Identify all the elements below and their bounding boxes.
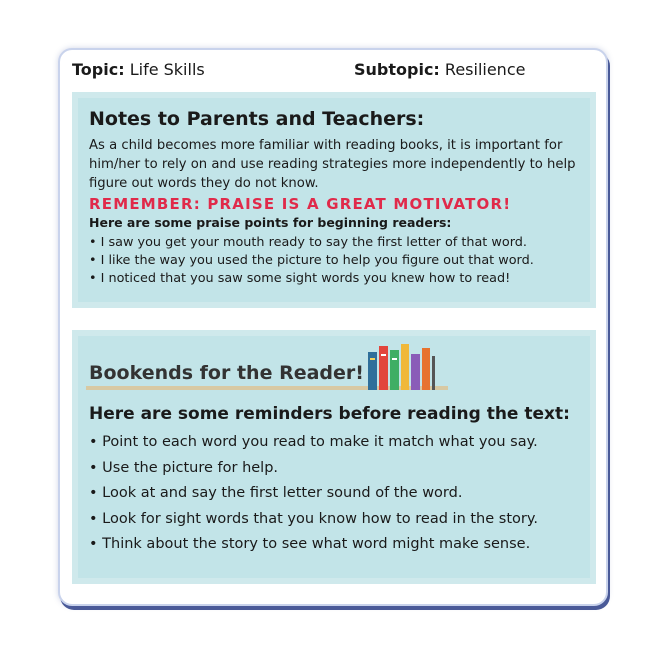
reminder-item: • Use the picture for help. — [89, 459, 279, 476]
reminders-list — [89, 430, 538, 558]
topic-label: Topic: — [72, 60, 125, 79]
praise-point: • I noticed that you saw some sight words you knew how to read! — [89, 271, 511, 286]
books-icon — [368, 344, 448, 390]
praise-list — [89, 234, 534, 288]
praise-point: • I like the way you used the picture to help you figure out that word. — [89, 253, 534, 268]
topic-value: Life Skills — [129, 60, 205, 79]
reminder-item: • Point to each word you read to make it match what you say. — [89, 434, 538, 450]
reminders-heading: Here are some reminders before reading the text: — [89, 404, 570, 424]
remember-banner: REMEMBER: PRAISE IS A GREAT MOTIVATOR! — [89, 195, 512, 213]
subtopic — [354, 60, 525, 80]
praise-point: • I saw you get your mouth ready to say the first letter of that word. — [89, 235, 527, 250]
notes-title: Notes to Parents and Teachers: — [89, 108, 425, 130]
notes-body: As a child becomes more familiar with reading books, it is important for him/her to rely on and use reading strategies more independently to help figure out words they do not know. — [89, 138, 576, 191]
bookends-title: Bookends for the Reader! — [89, 362, 364, 384]
subtopic-value: Resilience — [444, 60, 526, 79]
subtopic-label: Subtopic: — [354, 60, 440, 79]
topic — [72, 60, 205, 80]
praise-heading: Here are some praise points for beginning readers: — [89, 215, 452, 230]
reminder-item: • Look for sight words that you know how to read in the story. — [89, 510, 538, 527]
reminder-item: • Look at and say the first letter sound of the word. — [89, 485, 463, 501]
reminder-item: • Think about the story to see what word might make sense. — [89, 536, 531, 552]
